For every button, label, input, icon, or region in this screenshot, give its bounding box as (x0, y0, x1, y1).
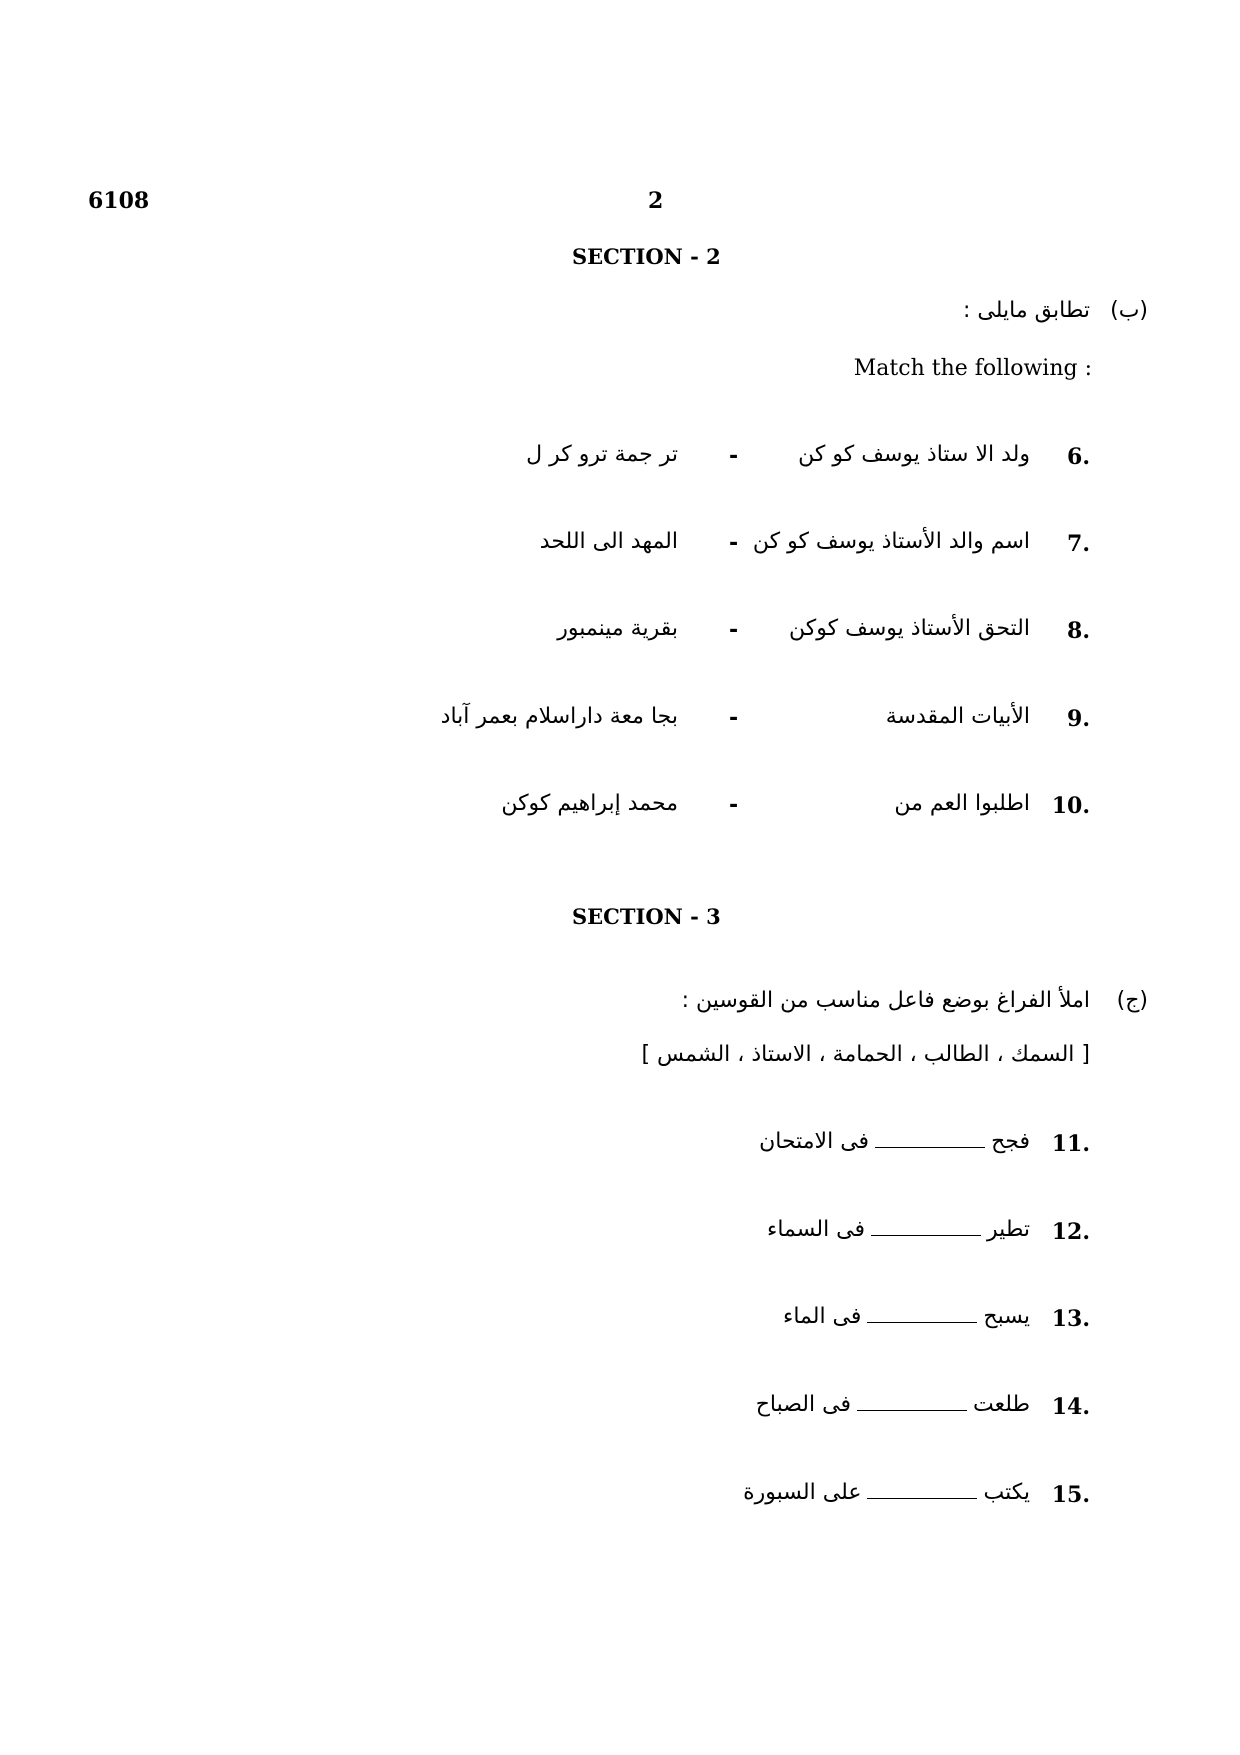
match-left-term: التحق الأستاذ يوسف كوكن (789, 616, 1030, 641)
match-left-term: ولد الا ستاذ يوسف كو كن (798, 442, 1030, 467)
match-right-term: المهد الى اللحد (539, 529, 678, 554)
item-number: 6. (1067, 444, 1090, 470)
sentence (743, 1480, 1030, 1505)
sentence (767, 1217, 1030, 1242)
sentence-ending: فى السماء (766, 1217, 866, 1242)
answer-blank (867, 1321, 977, 1323)
item-number: 7. (1067, 531, 1090, 557)
item-number: 9. (1067, 706, 1090, 732)
section-3-title: SECTION - 3 (572, 904, 721, 929)
sentence-ending: على السبورة (743, 1480, 862, 1505)
sentence-ending: فى الماء (782, 1304, 862, 1329)
match-instruction-english: Match the following : (853, 356, 1092, 381)
match-dash: - (729, 618, 739, 643)
match-left-term: الأبيات المقدسة (885, 704, 1030, 729)
match-dash: - (729, 793, 739, 818)
sentence-verb: طلعت (972, 1392, 1030, 1417)
item-number: 8. (1067, 618, 1090, 644)
sentence-verb: يسبح (983, 1304, 1030, 1329)
item-number: 15. (1051, 1482, 1090, 1508)
match-left-term: اسم والد الأستاذ يوسف كو كن (752, 529, 1030, 554)
match-right-term: محمد إبراهيم كوكن (501, 791, 678, 816)
answer-blank (871, 1234, 981, 1236)
match-dash: - (729, 444, 739, 469)
sentence-verb: فجح (991, 1129, 1030, 1154)
sentence-verb: تطير (987, 1217, 1030, 1242)
item-number: 13. (1051, 1306, 1090, 1332)
sentence (759, 1129, 1030, 1154)
match-right-term: بقرية مينمبور (557, 616, 678, 641)
item-number: 12. (1051, 1219, 1090, 1245)
fill-instruction-arabic: املأ الفراغ بوضع فاعل مناسب من القوسين : (681, 988, 1090, 1013)
match-right-term: بجا معة داراسلام بعمر آباد (440, 704, 678, 729)
match-left-term: اطلبوا العم من (894, 791, 1030, 816)
section-2-title: SECTION - 2 (572, 244, 721, 269)
paper-code: 6108 (88, 188, 150, 214)
question-marker-b: (ب) (1110, 298, 1148, 323)
page-number: 2 (648, 188, 664, 214)
sentence-ending: فى الصباح (755, 1392, 851, 1417)
question-marker-c: (ج) (1116, 988, 1148, 1013)
match-right-term: تر جمة ترو كر ل (526, 442, 678, 467)
answer-blank (867, 1497, 977, 1499)
sentence-verb: يكتب (983, 1480, 1030, 1505)
match-dash: - (729, 531, 739, 556)
sentence (756, 1392, 1030, 1417)
word-options: [ السمك ، الطالب ، الحمامة ، الاستاذ ، الشمس ] (641, 1042, 1090, 1067)
answer-blank (875, 1146, 985, 1148)
sentence (783, 1304, 1030, 1329)
item-number: 11. (1051, 1131, 1090, 1157)
answer-blank (857, 1409, 967, 1411)
item-number: 10. (1051, 793, 1090, 819)
match-dash: - (729, 706, 739, 731)
match-instruction-arabic: تطابق مايلى : (963, 298, 1090, 323)
sentence-ending: فى الامتحان (759, 1129, 870, 1154)
item-number: 14. (1051, 1394, 1090, 1420)
